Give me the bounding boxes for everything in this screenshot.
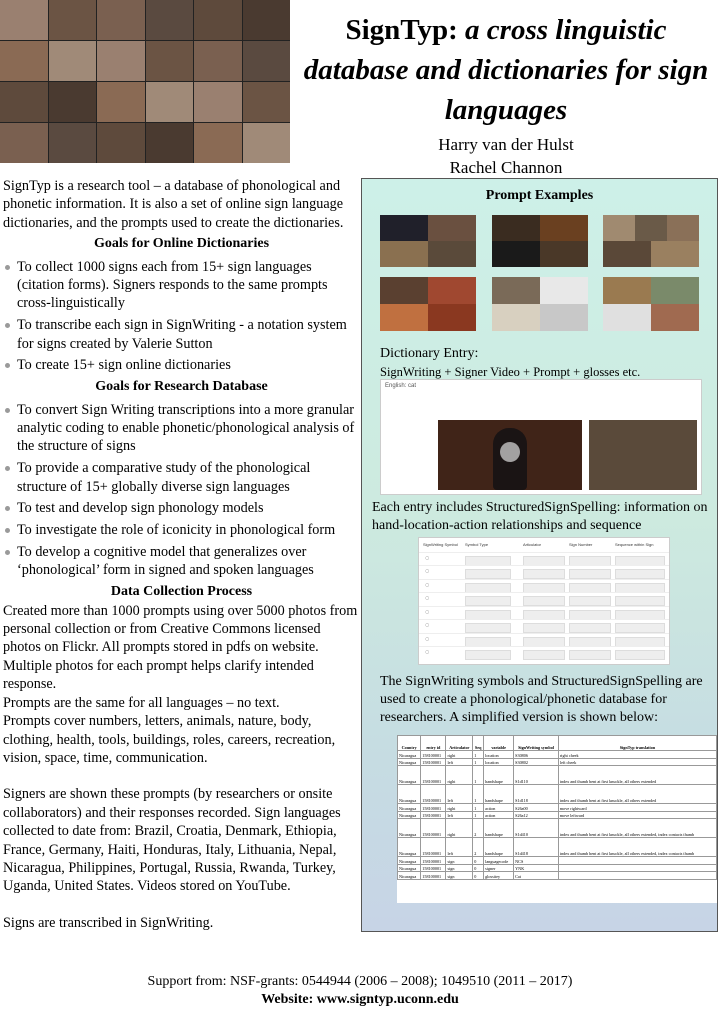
table-row [398, 872, 717, 880]
table-cell: right [446, 819, 473, 838]
examples-panel [361, 178, 718, 932]
signer-photo [97, 41, 145, 81]
signer-photo [146, 0, 194, 40]
table-header: SignWriting symbol [514, 736, 559, 751]
author-name: Rachel Channon [449, 158, 563, 177]
table-row [398, 804, 717, 812]
dictionary-entry-label: Dictionary Entry: [380, 346, 479, 361]
signer-photo [243, 82, 291, 122]
signer-photo [243, 123, 291, 163]
table-cell: Nicaragua [398, 766, 421, 785]
dictionary-entry-screenshot [380, 379, 702, 495]
table-cell: 158100001 [421, 751, 446, 759]
table-cell: index and thumb bent at first knuckle, all others extended [558, 785, 716, 804]
table-cell [558, 864, 716, 872]
signer-photo [49, 123, 97, 163]
signer-photo [97, 0, 145, 40]
table-cell: S1d418 [514, 838, 559, 857]
table-row [398, 819, 717, 838]
table-cell: S26a12 [514, 811, 559, 819]
table-cell: Nicaragua [398, 785, 421, 804]
signer-photo [146, 41, 194, 81]
prompt-image [380, 215, 476, 267]
left-column [3, 177, 360, 932]
table-row [398, 785, 717, 804]
list-item: To test and develop sign phonology models [3, 499, 360, 517]
table-cell: left [446, 811, 473, 819]
data-collection-paragraph: Prompts are the same for all languages – no text. [3, 694, 280, 711]
list-item: To develop a cognitive model that generalizes over ‘phonological’ form in signed and spoken languages [3, 543, 360, 580]
intro-text: SignTyp is a research tool – a database of phonological and phonetic information. It is also a set of online sign language dictionaries, and the prompts used to create the dictionaries. [3, 178, 344, 231]
list-item: To provide a comparative study of the phonological structure of 15+ globally diverse sign languages [3, 459, 360, 496]
ssp-header: SignWriting Symbol [423, 542, 458, 547]
table-cell: 0 [473, 857, 484, 865]
table-cell: 158100001 [421, 857, 446, 865]
data-collection-paragraph: Signers are shown these prompts (by researchers or onsite collaborators) and their responses recorded. Sign languages collected to date from: Brazil, Croatia, Denmark, Ethiopia, France, Germany, Haiti, Honduras, Italy, Lithuania, Nepal, Nicaragua, Philippines, Portugal, Russia, Rwanda, Turkey, Uganda, United States. Videos stored on YouTube. [3, 786, 341, 895]
table-cell: 158100001 [421, 811, 446, 819]
table-cell: S1d410 [514, 819, 559, 838]
table-cell: 2 [473, 838, 484, 857]
list-item: To collect 1000 signs each from 15+ sign languages (citation forms). Signers responds to the same prompts cross-linguistically [3, 258, 360, 313]
funding-note: Support from: NSF-grants: 0544944 (2006 – 2008); 1049510 (2011 – 2017) [147, 974, 573, 989]
table-cell: 0 [473, 864, 484, 872]
signer-photo [146, 82, 194, 122]
table-cell: left [446, 785, 473, 804]
table-cell: YNK [514, 864, 559, 872]
table-header: entry id [421, 736, 446, 751]
table-cell [558, 857, 716, 865]
table-cell: languagecode [484, 857, 514, 865]
table-cell: sign [446, 857, 473, 865]
author-name: Harry van der Hulst [438, 135, 574, 154]
prompt-thumbnails [589, 420, 697, 490]
table-header: Country [398, 736, 421, 751]
table-cell: move rightward [558, 804, 716, 812]
table-cell: 158100001 [421, 766, 446, 785]
table-cell: index and thumb bent at first knuckle, all others extended, index contacts thumb [558, 819, 716, 838]
table-cell: 158100001 [421, 838, 446, 857]
table-row [398, 811, 717, 819]
ssp-header: Sequence within Sign [615, 542, 654, 547]
table-cell: right [446, 804, 473, 812]
data-collection-paragraph: Signs are transcribed in SignWriting. [3, 914, 214, 931]
goals-research-heading: Goals for Research Database [95, 379, 268, 395]
table-cell: left [446, 838, 473, 857]
table-cell: S1d110 [514, 766, 559, 785]
data-collection-heading: Data Collection Process [110, 584, 253, 600]
table-cell: 1 [473, 804, 484, 812]
table-cell: Nicaragua [398, 838, 421, 857]
signer-photo [0, 41, 48, 81]
table-cell: Nicaragua [398, 819, 421, 838]
table-cell: Nicaragua [398, 811, 421, 819]
table-cell: index and thumb bent at first knuckle, all others extended [558, 766, 716, 785]
table-cell: S1d118 [514, 785, 559, 804]
ssp-header: Sign Number [569, 542, 593, 547]
table-cell: right [446, 766, 473, 785]
table-cell: 158100001 [421, 758, 446, 766]
table-cell: 1 [473, 758, 484, 766]
signer-photo [194, 123, 242, 163]
table-cell: 158100001 [421, 872, 446, 880]
prompt-image [492, 215, 588, 267]
table-cell: 158100001 [421, 819, 446, 838]
table-header: SignTyp translation [558, 736, 716, 751]
table-cell: S26a00 [514, 804, 559, 812]
signer-photo [194, 41, 242, 81]
goals-research-list [3, 401, 360, 580]
table-cell: 1 [473, 751, 484, 759]
table-cell: location [484, 758, 514, 766]
signer-photo [194, 0, 242, 40]
signer-photo [194, 82, 242, 122]
signer-photo [0, 82, 48, 122]
table-row [398, 751, 717, 759]
table-header: Seq [473, 736, 484, 751]
table-cell: NCS [514, 857, 559, 865]
table-header: Articulator [446, 736, 473, 751]
list-item: To create 15+ sign online dictionaries [3, 356, 360, 374]
prompt-image [603, 277, 699, 331]
table-cell: 1 [473, 785, 484, 804]
table-cell: Nicaragua [398, 758, 421, 766]
signer-photo [49, 0, 97, 40]
table-cell: move leftward [558, 811, 716, 819]
structured-sign-spelling-text: Each entry includes StructuredSignSpelling: information on hand-location-action relationships and sequence [372, 500, 708, 533]
signer-photo [0, 0, 48, 40]
table-cell: 158100001 [421, 864, 446, 872]
table-cell: handshape [484, 785, 514, 804]
website-link[interactable]: Website: www.signtyp.uconn.edu [261, 992, 459, 1007]
ssp-header: Symbol Type [465, 542, 489, 547]
prompt-image [603, 215, 699, 267]
table-cell: 158100001 [421, 785, 446, 804]
signer-photo [0, 123, 48, 163]
table-cell: signer [484, 864, 514, 872]
signer-photo [97, 123, 145, 163]
table-cell: 158100001 [421, 804, 446, 812]
table-cell: right [446, 751, 473, 759]
goals-online-list [3, 258, 360, 375]
signer-photo [49, 82, 97, 122]
table-cell: 2 [473, 819, 484, 838]
table-cell: left cheek [558, 758, 716, 766]
table-cell: S30802 [514, 758, 559, 766]
signer-photo [243, 0, 291, 40]
signer-video[interactable] [438, 420, 582, 490]
table-cell: S30806 [514, 751, 559, 759]
phonology-data-table [397, 735, 717, 903]
table-cell: Nicaragua [398, 872, 421, 880]
table-cell: 1 [473, 766, 484, 785]
dictionary-entry-header: English: cat [385, 383, 417, 389]
author-list [296, 133, 716, 179]
title-subtitle: a cross linguistic database and dictionaries for sign languages [303, 14, 709, 126]
table-cell: Nicaragua [398, 864, 421, 872]
signer-photo-collage [0, 0, 290, 163]
table-cell: handshape [484, 766, 514, 785]
table-cell: right cheek [558, 751, 716, 759]
table-cell: 1 [473, 811, 484, 819]
play-icon[interactable] [500, 442, 520, 462]
table-row [398, 766, 717, 785]
ssp-header: Articulator [523, 542, 542, 547]
signer-photo [146, 123, 194, 163]
table-cell: Cat [514, 872, 559, 880]
list-item: To transcribe each sign in SignWriting - a notation system for signs created by Valerie Sutton [3, 316, 360, 353]
table-header: variable [484, 736, 514, 751]
table-cell: glossitey [484, 872, 514, 880]
poster-title [296, 10, 716, 130]
table-cell: location [484, 751, 514, 759]
database-description-text: The SignWriting symbols and StructuredSignSpelling are used to create a phonological/phonetic database for researchers. A simplified version is shown below: [380, 674, 703, 725]
table-row [398, 838, 717, 857]
structured-sign-spelling-form: SignWriting Symbol Symbol Type Articulator Sign Number Sequence within Sign ◌ ◌ ◌ ◌ ◌ ◌ ◌ ◌ [418, 537, 670, 665]
table-cell: left [446, 758, 473, 766]
table-cell: Nicaragua [398, 857, 421, 865]
table-cell: 0 [473, 872, 484, 880]
prompt-examples-heading: Prompt Examples [485, 188, 594, 203]
prompt-image [380, 277, 476, 331]
prompt-image [492, 277, 588, 331]
table-cell: handshape [484, 838, 514, 857]
signer-photo [97, 82, 145, 122]
table-cell: sign [446, 864, 473, 872]
table-row [398, 857, 717, 865]
table-cell: sign [446, 872, 473, 880]
table-cell [558, 872, 716, 880]
data-collection-paragraph: Prompts cover numbers, letters, animals, nature, body, clothing, health, tools, buildings, roles, careers, recreation, vision, space, time, communication. [3, 713, 336, 766]
table-cell: index and thumb bent at first knuckle, all others extended, index contacts thumb [558, 838, 716, 857]
title-name: SignTyp: [345, 14, 458, 46]
table-cell: Nicaragua [398, 751, 421, 759]
signer-photo [49, 41, 97, 81]
data-collection-paragraph: Created more than 1000 prompts using over 5000 photos from personal collection or from Creative Commons licensed photos on Flickr. All prompts stored in pdfs on website. Multiple photos for each prompt helps clarify intended response. [3, 602, 358, 693]
signer-photo [243, 41, 291, 81]
table-row [398, 758, 717, 766]
goals-online-heading: Goals for Online Dictionaries [93, 236, 270, 252]
table-cell: action [484, 811, 514, 819]
table-row [398, 864, 717, 872]
table-cell: Nicaragua [398, 804, 421, 812]
list-item: To convert Sign Writing transcriptions into a more granular analytic coding to enable phonetic/phonological analysis of the structure of signs [3, 401, 360, 456]
list-item: To investigate the role of iconicity in phonological form [3, 521, 360, 539]
table-cell: handshape [484, 819, 514, 838]
table-cell: action [484, 804, 514, 812]
dictionary-entry-subtitle: SignWriting + Signer Video + Prompt + glosses etc. [380, 365, 641, 379]
